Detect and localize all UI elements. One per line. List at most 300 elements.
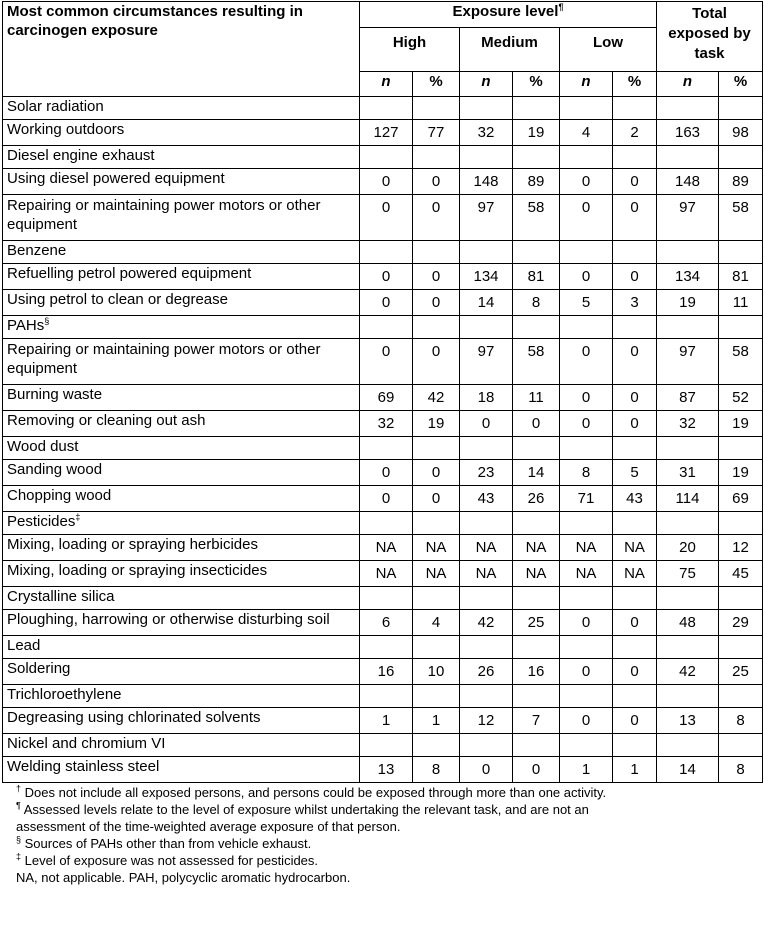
empty-cell	[560, 636, 613, 659]
circumstances-header: Most common circumstances resulting in carcinogen exposure	[3, 2, 360, 97]
empty-cell	[360, 241, 413, 264]
value-cell: 11	[719, 290, 763, 316]
task-row	[3, 535, 763, 561]
empty-cell	[560, 316, 613, 339]
value-cell: 134	[657, 264, 719, 290]
empty-cell	[560, 685, 613, 708]
value-cell: 4	[413, 610, 460, 636]
value-cell: 0	[560, 264, 613, 290]
task-row	[3, 385, 763, 411]
task-row	[3, 411, 763, 437]
value-cell: 32	[657, 411, 719, 437]
empty-cell	[460, 685, 513, 708]
empty-cell	[613, 146, 657, 169]
empty-cell	[360, 146, 413, 169]
category-label: Trichloroethylene	[7, 686, 122, 703]
empty-cell	[460, 146, 513, 169]
empty-cell	[460, 437, 513, 460]
value-cell: 97	[460, 339, 513, 385]
category-row	[3, 636, 763, 659]
task-label: Removing or cleaning out ash	[3, 411, 360, 437]
total-n-header: n	[657, 72, 719, 97]
category-label: Pesticides	[7, 513, 76, 530]
task-row	[3, 120, 763, 146]
value-cell: 0	[460, 757, 513, 783]
value-cell: NA	[460, 535, 513, 561]
value-cell: 13	[360, 757, 413, 783]
value-cell: 7	[513, 708, 560, 734]
footnote-mark: †	[16, 783, 22, 794]
footnote-line	[16, 784, 762, 801]
empty-cell	[413, 734, 460, 757]
task-label: Mixing, loading or spraying insecticides	[3, 561, 360, 587]
value-cell: 0	[360, 460, 413, 486]
category-label: Crystalline silica	[7, 588, 115, 605]
value-cell: 71	[560, 486, 613, 512]
empty-cell	[719, 241, 763, 264]
empty-cell	[613, 734, 657, 757]
value-cell: 77	[413, 120, 460, 146]
footnote-line	[16, 835, 762, 852]
footnote-line	[16, 818, 762, 835]
value-cell: 10	[413, 659, 460, 685]
value-cell: 163	[657, 120, 719, 146]
empty-cell	[613, 97, 657, 120]
empty-cell	[360, 685, 413, 708]
empty-cell	[413, 587, 460, 610]
empty-cell	[560, 241, 613, 264]
category-name	[3, 587, 360, 610]
value-cell: 58	[513, 195, 560, 241]
task-label: Welding stainless steel	[3, 757, 360, 783]
value-cell: 12	[719, 535, 763, 561]
empty-cell	[657, 316, 719, 339]
value-cell: 42	[657, 659, 719, 685]
empty-cell	[360, 512, 413, 535]
category-label: Diesel engine exhaust	[7, 147, 155, 164]
category-label: Nickel and chromium VI	[7, 735, 166, 752]
empty-cell	[719, 97, 763, 120]
value-cell: 0	[613, 411, 657, 437]
task-label: Chopping wood	[3, 486, 360, 512]
exposure-table	[2, 1, 763, 783]
value-cell: 19	[719, 411, 763, 437]
value-cell: 0	[560, 659, 613, 685]
empty-cell	[613, 587, 657, 610]
high-n-header: n	[360, 72, 413, 97]
task-label: Repairing or maintaining power motors or other equipment	[3, 195, 360, 241]
category-name	[3, 734, 360, 757]
value-cell: 32	[360, 411, 413, 437]
category-name	[3, 636, 360, 659]
task-row	[3, 460, 763, 486]
low-pct-header: %	[613, 72, 657, 97]
value-cell: 58	[719, 195, 763, 241]
footnote-mark: ‡	[75, 512, 81, 522]
empty-cell	[657, 734, 719, 757]
value-cell: 8	[413, 757, 460, 783]
empty-cell	[360, 734, 413, 757]
value-cell: 148	[460, 169, 513, 195]
value-cell: NA	[413, 561, 460, 587]
value-cell: 0	[613, 339, 657, 385]
footnote-text: assessment of the time-weighted average exposure of that person.	[16, 819, 401, 834]
value-cell: 127	[360, 120, 413, 146]
task-row	[3, 561, 763, 587]
category-row	[3, 512, 763, 535]
task-row	[3, 264, 763, 290]
empty-cell	[560, 512, 613, 535]
empty-cell	[513, 146, 560, 169]
empty-cell	[613, 685, 657, 708]
value-cell: 25	[513, 610, 560, 636]
value-cell: 0	[460, 411, 513, 437]
empty-cell	[413, 685, 460, 708]
footnote-mark: ¶	[16, 800, 21, 811]
value-cell: 89	[719, 169, 763, 195]
task-row	[3, 757, 763, 783]
value-cell: 0	[613, 659, 657, 685]
task-label: Using diesel powered equipment	[3, 169, 360, 195]
task-label: Ploughing, harrowing or otherwise disturbing soil	[3, 610, 360, 636]
task-label: Refuelling petrol powered equipment	[3, 264, 360, 290]
value-cell: 0	[560, 169, 613, 195]
value-cell: 1	[413, 708, 460, 734]
empty-cell	[560, 146, 613, 169]
value-cell: NA	[560, 561, 613, 587]
value-cell: 148	[657, 169, 719, 195]
empty-cell	[460, 512, 513, 535]
category-row	[3, 734, 763, 757]
empty-cell	[719, 587, 763, 610]
value-cell: 0	[513, 411, 560, 437]
footnote-mark: §	[44, 316, 50, 326]
value-cell: 8	[513, 290, 560, 316]
task-label: Repairing or maintaining power motors or other equipment	[3, 339, 360, 385]
value-cell: 11	[513, 385, 560, 411]
value-cell: 13	[657, 708, 719, 734]
value-cell: 0	[613, 385, 657, 411]
task-row	[3, 610, 763, 636]
value-cell: 43	[460, 486, 513, 512]
value-cell: 16	[513, 659, 560, 685]
footnote-text: Sources of PAHs other than from vehicle exhaust.	[24, 836, 312, 851]
empty-cell	[657, 146, 719, 169]
category-label: Lead	[7, 637, 41, 654]
empty-cell	[513, 97, 560, 120]
value-cell: 89	[513, 169, 560, 195]
value-cell: 23	[460, 460, 513, 486]
value-cell: 5	[560, 290, 613, 316]
empty-cell	[657, 512, 719, 535]
task-label: Degreasing using chlorinated solvents	[3, 708, 360, 734]
value-cell: 97	[657, 339, 719, 385]
task-label: Using petrol to clean or degrease	[3, 290, 360, 316]
category-name	[3, 97, 360, 120]
empty-cell	[413, 241, 460, 264]
value-cell: 0	[560, 195, 613, 241]
value-cell: 97	[657, 195, 719, 241]
value-cell: 98	[719, 120, 763, 146]
category-name	[3, 241, 360, 264]
value-cell: 4	[560, 120, 613, 146]
empty-cell	[657, 437, 719, 460]
value-cell: 0	[513, 757, 560, 783]
value-cell: 43	[613, 486, 657, 512]
empty-cell	[460, 587, 513, 610]
category-row	[3, 685, 763, 708]
medium-header: Medium	[460, 28, 560, 72]
task-row	[3, 169, 763, 195]
total-exposed-header: Total exposed by task	[657, 2, 763, 72]
value-cell: 0	[413, 339, 460, 385]
value-cell: 0	[360, 339, 413, 385]
empty-cell	[613, 636, 657, 659]
category-label: PAHs	[7, 317, 45, 334]
footnote-line	[16, 869, 762, 886]
empty-cell	[560, 437, 613, 460]
task-label: Sanding wood	[3, 460, 360, 486]
empty-cell	[360, 636, 413, 659]
category-row	[3, 241, 763, 264]
empty-cell	[360, 587, 413, 610]
value-cell: 0	[560, 385, 613, 411]
value-cell: 5	[613, 460, 657, 486]
value-cell: 0	[560, 411, 613, 437]
task-label: Working outdoors	[3, 120, 360, 146]
value-cell: 19	[719, 460, 763, 486]
task-row	[3, 339, 763, 385]
empty-cell	[613, 437, 657, 460]
category-row	[3, 316, 763, 339]
total-pct-header: %	[719, 72, 763, 97]
footnote-mark: ‡	[16, 851, 22, 862]
value-cell: NA	[413, 535, 460, 561]
value-cell: 1	[560, 757, 613, 783]
empty-cell	[657, 685, 719, 708]
value-cell: 87	[657, 385, 719, 411]
value-cell: 48	[657, 610, 719, 636]
empty-cell	[413, 636, 460, 659]
footnotes	[2, 784, 762, 886]
empty-cell	[513, 316, 560, 339]
value-cell: 42	[460, 610, 513, 636]
value-cell: NA	[460, 561, 513, 587]
medium-n-header: n	[460, 72, 513, 97]
high-header: High	[360, 28, 460, 72]
value-cell: 0	[360, 169, 413, 195]
value-cell: 114	[657, 486, 719, 512]
value-cell: 2	[613, 120, 657, 146]
empty-cell	[360, 316, 413, 339]
value-cell: 0	[360, 264, 413, 290]
category-name	[3, 316, 360, 339]
value-cell: 12	[460, 708, 513, 734]
value-cell: 0	[560, 610, 613, 636]
empty-cell	[657, 636, 719, 659]
value-cell: 32	[460, 120, 513, 146]
footnote-mark: §	[16, 834, 22, 845]
empty-cell	[560, 734, 613, 757]
value-cell: 58	[513, 339, 560, 385]
empty-cell	[613, 241, 657, 264]
value-cell: 20	[657, 535, 719, 561]
empty-cell	[719, 146, 763, 169]
empty-cell	[413, 146, 460, 169]
value-cell: 25	[719, 659, 763, 685]
value-cell: 19	[413, 411, 460, 437]
category-row	[3, 97, 763, 120]
value-cell: NA	[613, 561, 657, 587]
footnote-line	[16, 801, 762, 818]
value-cell: NA	[613, 535, 657, 561]
empty-cell	[513, 685, 560, 708]
category-row	[3, 587, 763, 610]
category-name	[3, 437, 360, 460]
empty-cell	[719, 685, 763, 708]
task-label: Soldering	[3, 659, 360, 685]
empty-cell	[560, 97, 613, 120]
value-cell: 69	[719, 486, 763, 512]
category-label: Benzene	[7, 242, 67, 259]
empty-cell	[460, 316, 513, 339]
value-cell: 0	[613, 195, 657, 241]
value-cell: 1	[613, 757, 657, 783]
value-cell: NA	[513, 561, 560, 587]
task-label: Burning waste	[3, 385, 360, 411]
task-row	[3, 708, 763, 734]
empty-cell	[613, 512, 657, 535]
value-cell: 0	[413, 264, 460, 290]
empty-cell	[513, 587, 560, 610]
footnote-text: NA, not applicable. PAH, polycyclic aromatic hydrocarbon.	[16, 870, 351, 885]
low-n-header: n	[560, 72, 613, 97]
category-name	[3, 512, 360, 535]
value-cell: 0	[413, 169, 460, 195]
empty-cell	[719, 437, 763, 460]
value-cell: 0	[360, 195, 413, 241]
value-cell: 42	[413, 385, 460, 411]
empty-cell	[513, 734, 560, 757]
value-cell: 8	[719, 757, 763, 783]
value-cell: 1	[360, 708, 413, 734]
value-cell: 31	[657, 460, 719, 486]
empty-cell	[719, 316, 763, 339]
task-row	[3, 486, 763, 512]
empty-cell	[560, 587, 613, 610]
medium-pct-header: %	[513, 72, 560, 97]
value-cell: 16	[360, 659, 413, 685]
low-header: Low	[560, 28, 657, 72]
value-cell: NA	[560, 535, 613, 561]
value-cell: 58	[719, 339, 763, 385]
value-cell: 0	[613, 708, 657, 734]
empty-cell	[513, 512, 560, 535]
empty-cell	[513, 437, 560, 460]
footnote-text: Does not include all exposed persons, and persons could be exposed through more than one activity.	[24, 785, 607, 800]
value-cell: 0	[413, 195, 460, 241]
value-cell: 8	[560, 460, 613, 486]
value-cell: 0	[413, 290, 460, 316]
category-row	[3, 146, 763, 169]
value-cell: 0	[413, 486, 460, 512]
exposure-table-container	[2, 1, 762, 886]
value-cell: 0	[360, 290, 413, 316]
empty-cell	[719, 734, 763, 757]
empty-cell	[657, 97, 719, 120]
category-label: Solar radiation	[7, 98, 104, 115]
category-name	[3, 685, 360, 708]
value-cell: 14	[513, 460, 560, 486]
empty-cell	[657, 241, 719, 264]
exposure-level-header: Exposure level¶	[360, 2, 657, 28]
footnote-text: Level of exposure was not assessed for pesticides.	[24, 853, 319, 868]
value-cell: 0	[560, 708, 613, 734]
empty-cell	[613, 316, 657, 339]
value-cell: 75	[657, 561, 719, 587]
value-cell: 19	[657, 290, 719, 316]
value-cell: 0	[613, 264, 657, 290]
category-row	[3, 437, 763, 460]
value-cell: 3	[613, 290, 657, 316]
value-cell: 26	[460, 659, 513, 685]
value-cell: 97	[460, 195, 513, 241]
value-cell: 45	[719, 561, 763, 587]
value-cell: 0	[613, 169, 657, 195]
empty-cell	[657, 587, 719, 610]
empty-cell	[719, 636, 763, 659]
value-cell: 14	[657, 757, 719, 783]
empty-cell	[460, 241, 513, 264]
value-cell: 81	[719, 264, 763, 290]
value-cell: NA	[360, 535, 413, 561]
value-cell: 52	[719, 385, 763, 411]
high-pct-header: %	[413, 72, 460, 97]
empty-cell	[460, 734, 513, 757]
task-row	[3, 195, 763, 241]
value-cell: 81	[513, 264, 560, 290]
task-label: Mixing, loading or spraying herbicides	[3, 535, 360, 561]
task-row	[3, 290, 763, 316]
empty-cell	[513, 241, 560, 264]
empty-cell	[460, 636, 513, 659]
empty-cell	[360, 97, 413, 120]
empty-cell	[360, 437, 413, 460]
category-name	[3, 146, 360, 169]
value-cell: 29	[719, 610, 763, 636]
value-cell: 0	[613, 610, 657, 636]
value-cell: 18	[460, 385, 513, 411]
value-cell: 0	[360, 486, 413, 512]
value-cell: NA	[360, 561, 413, 587]
empty-cell	[413, 437, 460, 460]
empty-cell	[460, 97, 513, 120]
value-cell: 14	[460, 290, 513, 316]
empty-cell	[513, 636, 560, 659]
value-cell: 26	[513, 486, 560, 512]
value-cell: NA	[513, 535, 560, 561]
value-cell: 69	[360, 385, 413, 411]
value-cell: 0	[413, 460, 460, 486]
value-cell: 8	[719, 708, 763, 734]
value-cell: 134	[460, 264, 513, 290]
empty-cell	[413, 97, 460, 120]
value-cell: 19	[513, 120, 560, 146]
task-row	[3, 659, 763, 685]
value-cell: 0	[560, 339, 613, 385]
empty-cell	[719, 512, 763, 535]
empty-cell	[413, 512, 460, 535]
